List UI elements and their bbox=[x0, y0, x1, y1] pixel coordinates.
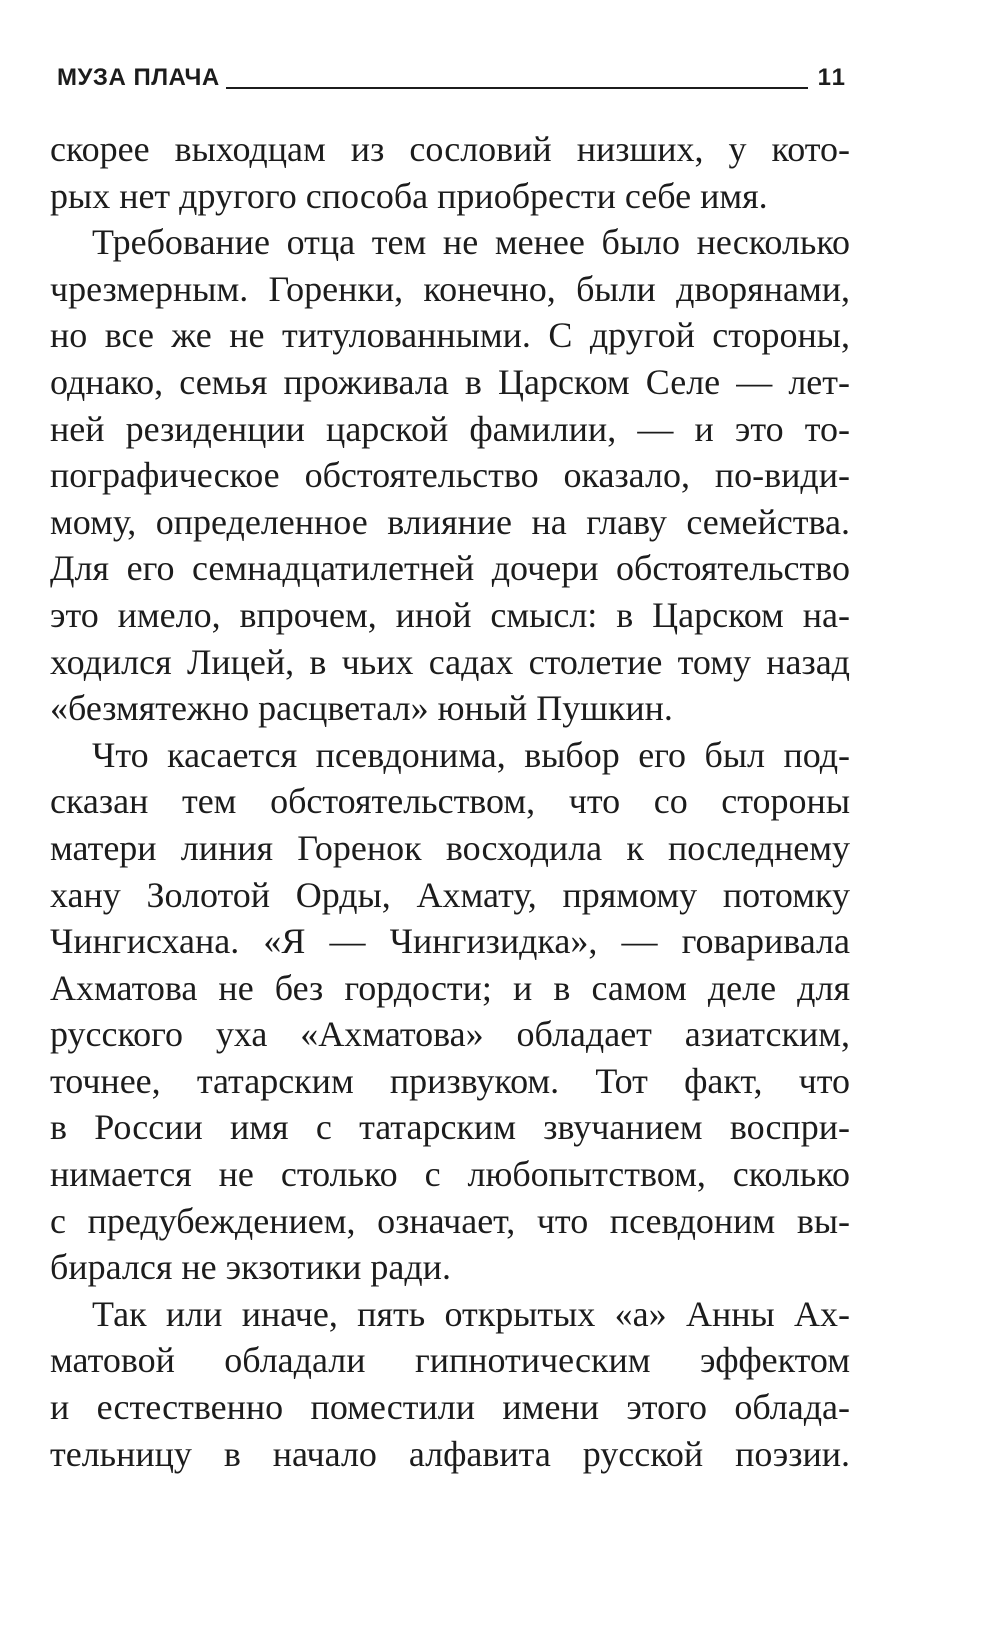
text-line: однако, семья проживала в Царском Селе — лет- bbox=[50, 361, 850, 402]
text-line: Чингисхана. «Я — Чингизидка», — говаривала bbox=[50, 921, 850, 962]
header-rule bbox=[226, 87, 808, 89]
text-line: Требование отца тем не менее было несколько bbox=[92, 222, 850, 263]
text-line: тельницу в начало алфавита русской поэзии. bbox=[50, 1433, 850, 1474]
running-header bbox=[57, 56, 847, 92]
text-line: Для его семнадцатилетней дочери обстоятельство bbox=[50, 548, 850, 589]
text-line: но все же не титулованными. С другой стороны, bbox=[50, 315, 850, 356]
text-line: Что касается псевдонима, выбор его был под- bbox=[92, 734, 850, 775]
text-line: Ахматова не без гордости; и в самом деле для bbox=[50, 967, 850, 1008]
page-number: 11 bbox=[817, 64, 847, 91]
text-line: точнее, татарским призвуком. Тот факт, что bbox=[50, 1060, 850, 1101]
text-line: ходился Лицей, в чьих садах столетие тому назад bbox=[50, 641, 850, 682]
text-line: матовой обладали гипнотическим эффектом bbox=[50, 1340, 850, 1381]
text-line: нимается не столько с любопытством, сколько bbox=[50, 1154, 850, 1195]
text-line: в России имя с татарским звучанием воспри- bbox=[50, 1107, 850, 1148]
body-text bbox=[50, 126, 850, 1477]
text-line: русского уха «Ахматова» обладает азиатским, bbox=[50, 1014, 850, 1055]
text-line: и естественно поместили имени этого облада- bbox=[50, 1387, 850, 1428]
text-line: матери линия Горенок восходила к последнему bbox=[50, 827, 850, 868]
text-line: мому, определенное влияние на главу семейства. bbox=[50, 501, 850, 542]
text-line: хану Золотой Орды, Ахмату, прямому потомку bbox=[50, 874, 850, 915]
text-line: рых нет другого способа приобрести себе имя. bbox=[50, 175, 768, 216]
text-line: Так или иначе, пять открытых «а» Анны Ах- bbox=[92, 1293, 850, 1334]
text-line: с предубеждением, означает, что псевдоним вы- bbox=[50, 1200, 850, 1241]
text-line: чрезмерным. Горенки, конечно, были дворянами, bbox=[50, 268, 850, 309]
text-line: бирался не экзотики ради. bbox=[50, 1247, 451, 1288]
text-line: это имело, впрочем, иной смысл: в Царском на- bbox=[50, 594, 850, 635]
chapter-title: МУЗА ПЛАЧА bbox=[57, 64, 220, 91]
text-line: сказан тем обстоятельством, что со стороны bbox=[50, 781, 850, 822]
text-line: скорее выходцам из сословий низших, у кото- bbox=[50, 129, 850, 169]
text-line: ней резиденции царской фамилии, — и это то- bbox=[50, 408, 850, 449]
text-line: «безмятежно расцветал» юный Пушкин. bbox=[50, 688, 673, 729]
text-line: пографическое обстоятельство оказало, по-види- bbox=[50, 455, 850, 496]
